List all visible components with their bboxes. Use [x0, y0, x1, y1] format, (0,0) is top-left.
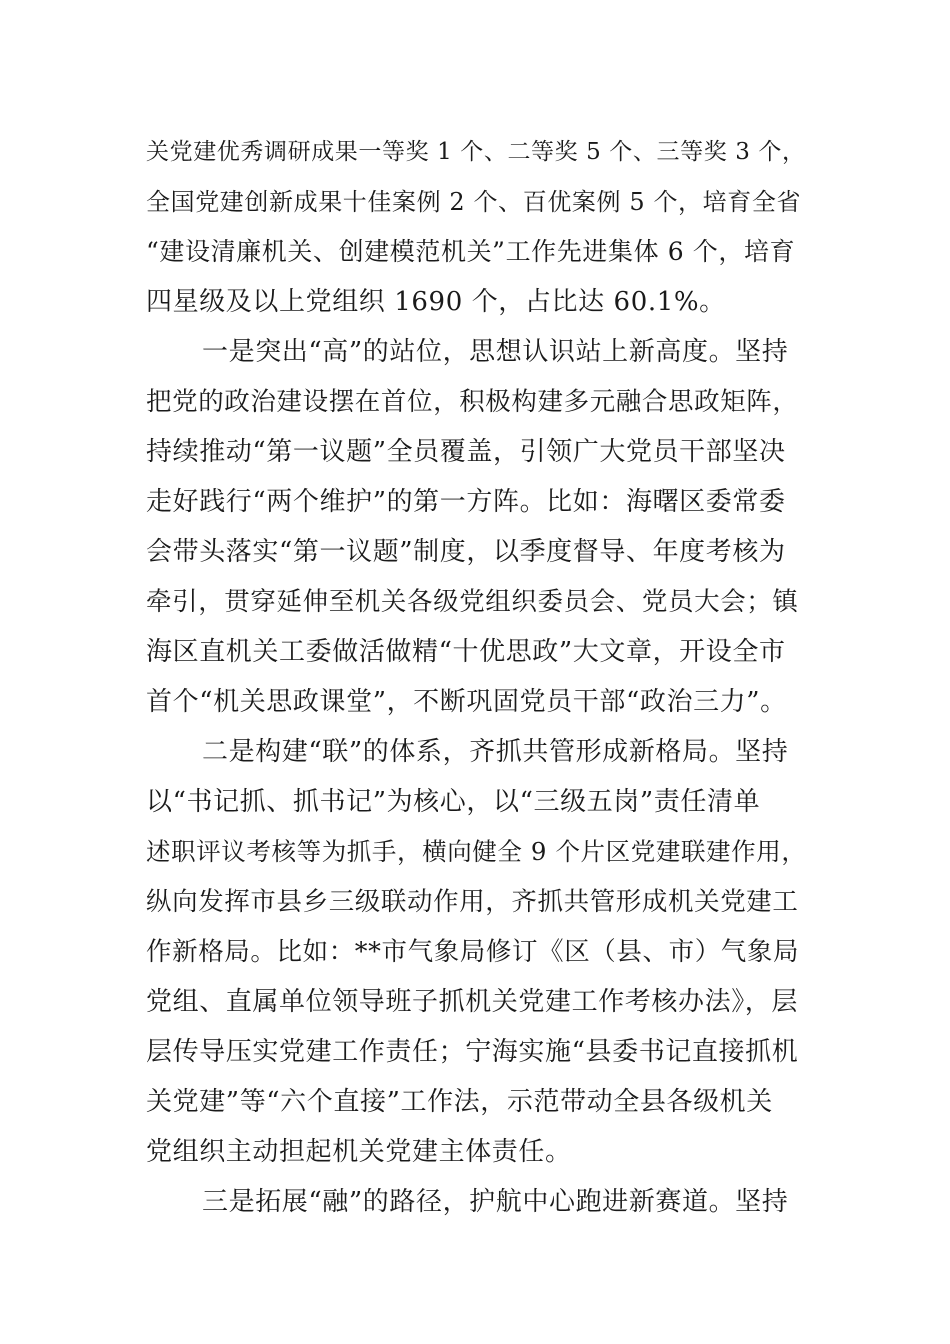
text-line: 会带头落实“第一议题”制度，以季度督导、年度考核为 [146, 537, 786, 567]
paragraph-first-line: 一是突出“高”的站位，思想认识站上新高度。坚持 [202, 337, 789, 367]
text-line: 以“书记抓、抓书记”为核心，以“三级五岗”责任清单 [146, 787, 761, 817]
text-line: 关党建”等“六个直接”工作法，示范带动全县各级机关 [146, 1087, 773, 1117]
text-line: 首个“机关思政课堂”，不断巩固党员干部“政治三力”。 [146, 687, 787, 717]
text-line: 全国党建创新成果十佳案例 2 个、百优案例 5 个，培育全省 [146, 188, 802, 216]
text-line: 持续推动“第一议题”全员覆盖，引领广大党员干部坚决 [146, 437, 786, 467]
text-line: 述职评议考核等为抓手，横向健全 9 个片区党建联建作用， [146, 837, 807, 866]
text-line: 关党建优秀调研成果一等奖 1 个、二等奖 5 个、三等奖 3 个， [146, 139, 806, 165]
text-line: 纵向发挥市县乡三级联动作用，齐抓共管形成机关党建工 [146, 887, 799, 917]
text-line: 党组、直属单位领导班子抓机关党建工作考核办法》，层 [146, 987, 799, 1017]
paragraph-first-line: 三是拓展“融”的路径，护航中心跑进新赛道。坚持 [202, 1187, 789, 1217]
paragraph-first-line: 二是构建“联”的体系，齐抓共管形成新格局。坚持 [202, 737, 789, 767]
text-line: 牵引，贯穿延伸至机关各级党组织委员会、党员大会；镇 [146, 587, 799, 617]
text-line: “建设清廉机关、创建模范机关”工作先进集体 6 个，培育 [146, 237, 796, 266]
text-line: 四星级及以上党组织 1690 个，占比达 60.1%。 [146, 287, 726, 317]
text-line: 走好践行“两个维护”的第一方阵。比如：海曙区委常委 [146, 487, 786, 517]
text-line: 作新格局。比如：**市气象局修订《区（县、市）气象局 [146, 937, 800, 967]
text-line: 海区直机关工委做活做精“十优思政”大文章，开设全市 [146, 637, 786, 667]
text-line: 把党的政治建设摆在首位，积极构建多元融合思政矩阵， [146, 387, 799, 417]
text-line: 党组织主动担起机关党建主体责任。 [146, 1137, 572, 1167]
text-line: 层传导压实党建工作责任；宁海实施“县委书记直接抓机 [146, 1037, 799, 1067]
